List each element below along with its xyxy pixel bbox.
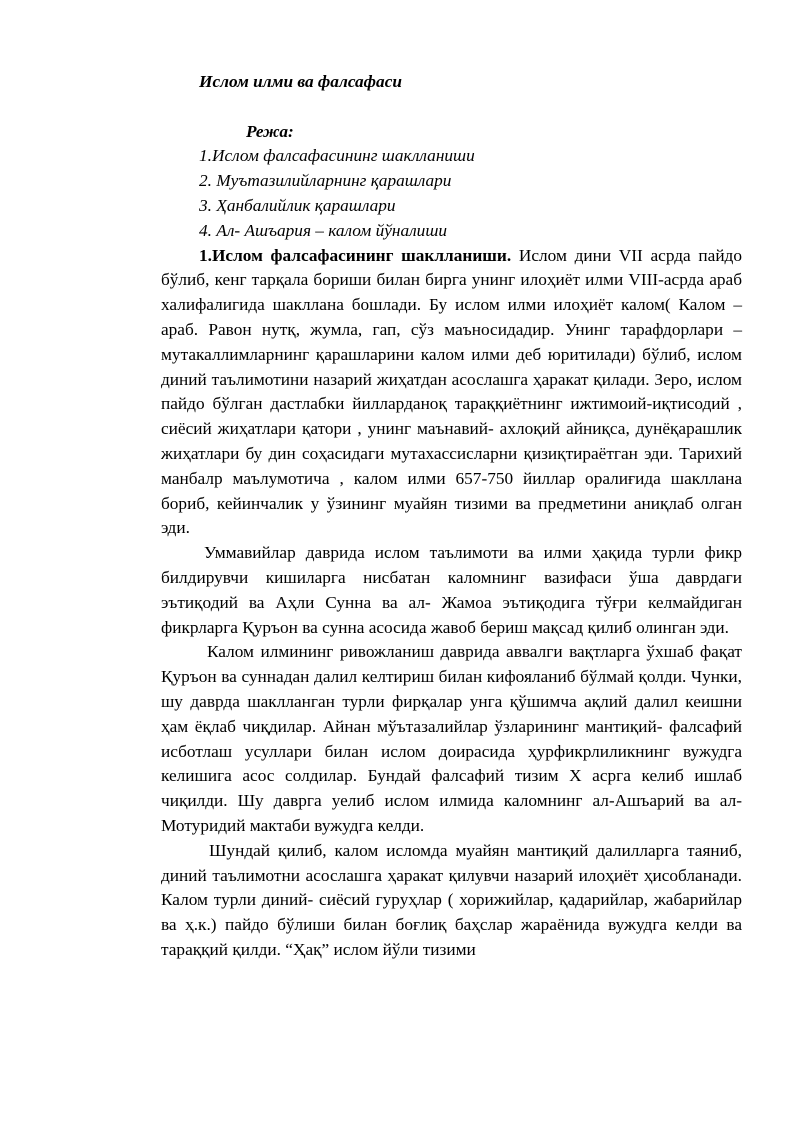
paragraph-2: Уммавийлар даврида ислом таълимоти ва илми ҳақида турли фикр билдирувчи кишиларга нисбатан каломнинг вазифаси ўша даврдаги эътиқодий ва Аҳли Сунна ва ал- Жамоа эътиқодига тўғри келмайдиган фикрларга Қуръон ва сунна асосида жавоб бериш мақсад қилиб олинган эди. bbox=[161, 543, 742, 637]
plan-item-3: 3. Ҳанбалийлик қарашлари bbox=[199, 195, 396, 215]
plan-heading: Режа: bbox=[246, 121, 294, 141]
plan-item-4: 4. Ал- Ашъария – калом йўналиши bbox=[199, 220, 448, 240]
plan-item-1: 1.Ислом фалсафасининг шаклланиши bbox=[199, 146, 475, 166]
paragraph-4: Шундай қилиб, калом исломда муайян мантиқий далилларга таяниб, диний таълимотни асослашга ҳаракат қилувчи назарий илоҳиёт ҳисобланади. Калом турли диний- сиёсий гуруҳлар ( хорижийлар, қадарийлар, жабарийлар ва ҳ.к.) пайдо бўлиши билан боғлиқ баҳслар жараёнида вужудга келди ва тараққий қилди. “Ҳақ” ислом йўли тизими bbox=[161, 840, 742, 959]
blank-line bbox=[161, 95, 742, 120]
paragraph-1-text: Ислом дини VII асрда пайдо бўлиб, кенг тарқала бориши билан бирга унинг илоҳиёт илми VIII-асрда араб халифалигида шакллана бошлади. Бу ислом илми илоҳиёт калом( Калом –араб. Равон нутқ, жумла, гап, сўз маъносидадир. Унинг тарафдорлари – мутакаллимларнинг қарашларини калом илми деб юритилади) бўлиб, ислом диний таълимотини назарий жиҳатдан асослашга ҳаракат қилади. Зеро, ислом пайдо бўлган дастлабки йилларданоқ тараққиётнинг ижтимоий-иқтисодий , сиёсий жиҳатлари қатори , унинг маънавий- ахлоқий айниқса, дунёқарашлик жиҳатлари бу дин соҳасидаги мутахассисларни қизиқтираётган эди. Тарихий манбалр маълумотича , калом илми 657-750 йиллар оралиғида шакллана бориб, кейинчалик у ўзининг муайян тизими ва предметини аниқлаб олган эди. bbox=[161, 245, 742, 538]
paragraph-1 bbox=[161, 244, 742, 542]
document-title: Ислом илми ва фалсафаси bbox=[199, 72, 402, 91]
paragraph-3: Калом илмининг ривожланиш даврида аввалги вақтларга ўхшаб фақат Қуръон ва суннадан далил келтириш билан кифояланиб бўлмай қолди. Чунки, шу даврда шаклланган турли фирқалар унга қўшимча ақлий далил кеишни ҳам ёқлаб чиқдилар. Айнан мўътазалийлар ўзларининг мантиқий- фалсафий исботлаш усуллари билан ислом доирасида ҳурфикрлиликнинг вужудга келишига асос солдилар. Бундай фалсафий тизим Х асрга келиб ишлаб чиқилди. Шу даврга уелиб ислом илмида каломнинг ал-Ашъарий ва ал- Мотуридий мактаби вужудга келди. bbox=[161, 642, 742, 835]
document-page bbox=[161, 70, 742, 963]
section-heading: 1.Ислом фалсафасининг шаклланиши. bbox=[199, 245, 512, 265]
plan-item-2: 2. Муътазилийларнинг қарашлари bbox=[199, 171, 452, 191]
